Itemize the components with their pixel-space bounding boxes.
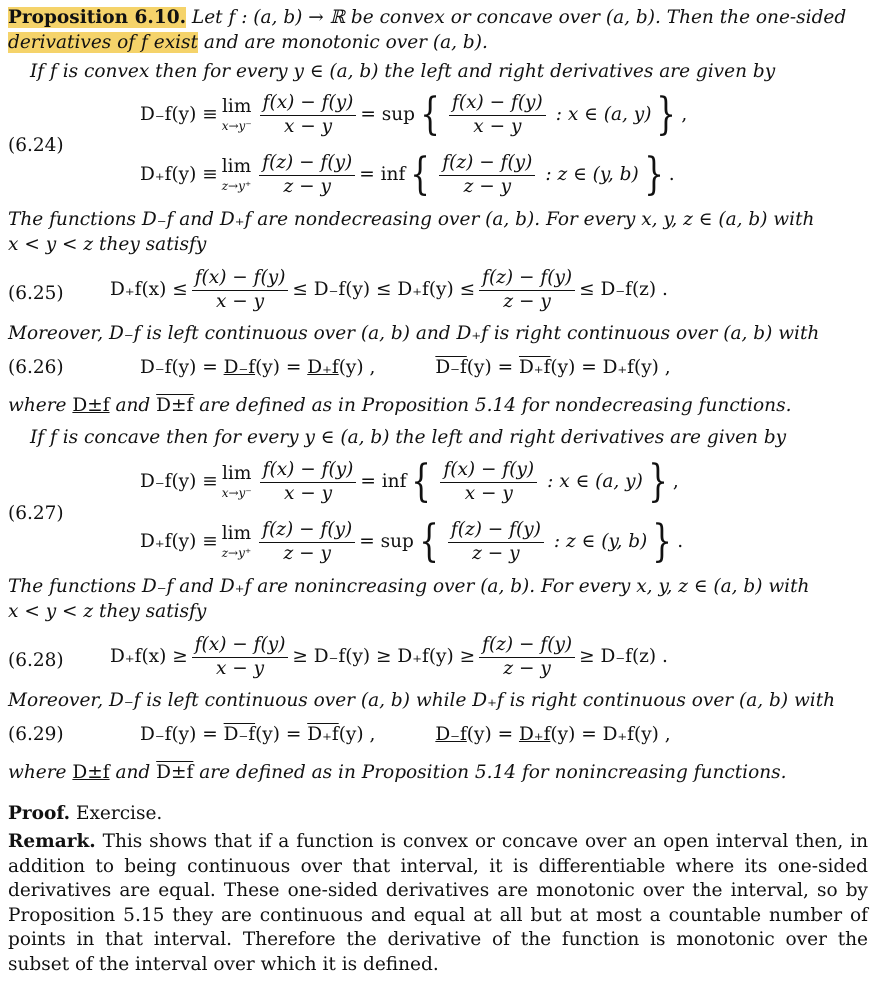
fraction-numerator: f(z) − f(y) xyxy=(448,520,544,542)
convex-monotone-line-1: The functions D₋f and D₊f are nondecreasing over (a, b). For every x, y, z ∈ (a, b) with xyxy=(8,209,815,230)
inequality-middle: ≥ D₋f(y) ≥ D₊f(y) ≥ xyxy=(292,645,476,667)
proof xyxy=(8,802,868,826)
right-brace: } xyxy=(656,89,677,140)
left-derivative-def: D₋f(y) ≡ xyxy=(140,103,218,125)
proposition-text-2: and are monotonic over (a, b). xyxy=(197,32,488,53)
convex-intro: If f is convex then for every y ∈ (a, b) the left and right derivatives are given by xyxy=(30,61,776,82)
set-condition: : z ∈ (y, b) xyxy=(545,163,639,185)
where-word: where xyxy=(8,762,67,783)
fraction-denominator: x − y xyxy=(215,290,265,312)
convex-monotone-line-2: x < y < z they satisfy xyxy=(8,234,207,255)
fraction-denominator: z − y xyxy=(283,175,331,197)
remark xyxy=(8,830,868,978)
concave-monotone-line-2: x < y < z they satisfy xyxy=(8,601,207,622)
cont-part: (y) , xyxy=(338,724,376,745)
fraction-denominator: z − y xyxy=(503,657,551,679)
equation-label-6-27: (6.27) xyxy=(8,503,64,524)
fraction-denominator: x − y xyxy=(215,657,265,679)
right-brace: } xyxy=(643,149,664,200)
lower-limit-term: D₊f xyxy=(518,724,551,745)
fraction-right xyxy=(259,153,355,197)
lower-limit-term: D₋f xyxy=(223,357,256,378)
sup-operator: = sup xyxy=(360,103,416,125)
fraction-right xyxy=(259,520,355,564)
equation-label-6-28: (6.28) xyxy=(8,650,64,671)
fraction-numerator: f(z) − f(y) xyxy=(479,268,575,290)
left-brace: { xyxy=(420,89,440,140)
lim-sub: z→y⁺ xyxy=(221,545,252,560)
fraction-numerator: f(x) − f(y) xyxy=(192,635,289,657)
equation-6-25 xyxy=(110,262,668,318)
cont-part: (y) = xyxy=(255,724,302,745)
equation-6-24-right: D₊f(y) ≡ lim z→y⁺ $\frac{f(z) - f(y)}{z - y}$ = inf { $\frac{f(z) - f(y)}{z - y}$ : z ∈ (y, b) } . xyxy=(140,149,675,200)
fraction-numerator: f(x) − f(y) xyxy=(260,460,357,482)
inequality-start: D₊f(x) ≤ xyxy=(110,278,188,300)
cont-part: (y) = D₊f(y) , xyxy=(550,724,671,745)
remark-text: This shows that if a function is convex or concave over an open interval then, in addition to being continuous over that interval, it is differentiable where its one-sided derivatives are equal. These one-sided derivatives are monotonic over the interval, so by Proposition 5.15 they are continuous and equal at all but at most a countable number of points in that interval. Therefore the derivative of the function is monotonic over the subset of the interval over which it is defined. xyxy=(8,831,868,975)
fraction-left xyxy=(260,93,357,137)
fraction-left xyxy=(192,635,289,679)
fraction-numerator: f(z) − f(y) xyxy=(259,153,355,175)
sup-operator: = sup xyxy=(359,530,414,552)
highlighted-text: derivatives of f exist xyxy=(8,32,198,53)
set-condition: : x ∈ (a, y) xyxy=(555,103,652,125)
fraction-denominator: x − y xyxy=(464,482,513,504)
equation-6-24-left: D₋f(y) ≡ lim x→y⁻ $\frac{f(x) - f(y)}{x - y}$ = sup { $\frac{f(x) - f(y)}{x - y}$ : x ∈ (a, y) } , xyxy=(140,89,688,140)
cont-part: (y) = xyxy=(466,357,514,378)
fraction-right xyxy=(479,268,575,312)
upper-limit-term: D₋f xyxy=(435,357,467,378)
fraction-denominator: z − y xyxy=(503,290,551,312)
cont-part: D₋f(y) = xyxy=(140,724,218,745)
inequality-end: ≥ D₋f(z) . xyxy=(579,645,668,667)
fraction-numerator: f(z) − f(y) xyxy=(259,520,355,542)
inequality-middle: ≤ D₋f(y) ≤ D₊f(y) ≤ xyxy=(292,278,476,300)
fraction-numerator: f(x) − f(y) xyxy=(449,93,546,115)
cont-part: (y) = xyxy=(255,357,302,378)
lim-word: lim xyxy=(221,523,252,545)
upper-limit-term: D₋f xyxy=(223,724,256,745)
limit-left xyxy=(222,98,252,132)
set-condition: : x ∈ (a, y) xyxy=(547,470,643,492)
limit-right xyxy=(222,158,252,192)
fraction-right-set xyxy=(439,153,535,197)
convex-where xyxy=(8,394,868,418)
right-derivative-def: D₊f(y) ≡ xyxy=(140,530,218,552)
lower-limit-term: D₋f xyxy=(435,724,467,745)
left-brace: { xyxy=(419,516,439,567)
set-condition: : z ∈ (y, b) xyxy=(553,530,648,552)
equation-label-6-24: (6.24) xyxy=(8,135,64,156)
equation-6-28 xyxy=(110,629,668,685)
fraction-right-set xyxy=(448,520,544,564)
proposition-line-1 xyxy=(8,6,868,30)
fraction-numerator: f(x) − f(y) xyxy=(192,268,289,290)
lower-limit-term: D±f xyxy=(72,762,110,783)
fraction-left xyxy=(260,460,357,504)
inf-operator: = inf xyxy=(360,470,407,492)
left-brace: { xyxy=(410,149,431,200)
remark-label: Remark. xyxy=(8,831,96,852)
and-word: and xyxy=(115,762,151,783)
fraction-denominator: z − y xyxy=(472,542,520,564)
equation-6-27-right: D₊f(y) ≡ lim z→y⁺ $\frac{f(z) - f(y)}{z - y}$ = sup { $\frac{f(z) - f(y)}{z - y}$ : z ∈ (y, b) } . xyxy=(140,516,684,567)
right-brace: } xyxy=(648,456,668,507)
proposition-line-2 xyxy=(8,31,868,55)
fraction-denominator: x − y xyxy=(283,115,333,137)
where-text: are defined as in Proposition 5.14 for nonincreasing functions. xyxy=(199,762,787,783)
lim-word: lim xyxy=(221,463,252,485)
where-text: are defined as in Proposition 5.14 for nondecreasing functions. xyxy=(199,395,792,416)
fraction-denominator: z − y xyxy=(463,175,512,197)
equation-label-6-29: (6.29) xyxy=(8,724,64,745)
upper-limit-term: D₊f xyxy=(518,357,551,378)
fraction-numerator: f(x) − f(y) xyxy=(440,460,537,482)
limit-left xyxy=(222,465,252,499)
proof-label: Proof. xyxy=(8,803,71,824)
inequality-start: D₊f(x) ≥ xyxy=(110,645,188,667)
proposition-text-1: Let f : (a, b) → ℝ be convex or concave over (a, b). Then the one-sided xyxy=(191,7,847,28)
convex-continuity: Moreover, D₋f is left continuous over (a, b) and D₊f is right continuous over (a, b) with xyxy=(8,323,820,344)
lim-word: lim xyxy=(221,96,252,118)
fraction-numerator: f(x) − f(y) xyxy=(260,93,357,115)
cont-part: (y) = D₊f(y) , xyxy=(550,357,671,378)
concave-continuity: Moreover, D₋f is left continuous over (a, b) while D₊f is right continuous over (a, b) with xyxy=(8,690,836,711)
proof-text: Exercise. xyxy=(75,803,163,824)
upper-limit-term: D±f xyxy=(156,395,194,416)
lim-sub: x→y⁻ xyxy=(221,485,252,500)
equation-label-6-26: (6.26) xyxy=(8,357,64,378)
concave-monotone-line-1: The functions D₋f and D₊f are nonincreasing over (a, b). For every x, y, z ∈ (a, b) with xyxy=(8,576,810,597)
equation-6-26 xyxy=(140,356,671,380)
upper-limit-term: D₊f xyxy=(307,724,339,745)
equation-label-6-25: (6.25) xyxy=(8,283,64,304)
left-derivative-def: D₋f(y) ≡ xyxy=(140,470,218,492)
inequality-end: ≤ D₋f(z) . xyxy=(579,278,668,300)
inf-operator: = inf xyxy=(359,163,406,185)
fraction-left-set xyxy=(440,460,537,504)
fraction-left xyxy=(192,268,289,312)
fraction-denominator: z − y xyxy=(283,542,331,564)
limit-right xyxy=(222,525,252,559)
right-derivative-def: D₊f(y) ≡ xyxy=(140,163,218,185)
lower-limit-term: D±f xyxy=(72,395,110,416)
left-brace: { xyxy=(411,456,432,507)
where-word: where xyxy=(8,395,67,416)
proposition-title: Proposition 6.10. xyxy=(8,7,187,28)
lower-limit-term: D₊f xyxy=(307,357,339,378)
fraction-numerator: f(z) − f(y) xyxy=(479,635,575,657)
lim-sub: x→y⁻ xyxy=(221,118,252,133)
equation-6-29 xyxy=(140,723,671,747)
cont-part: (y) , xyxy=(338,357,376,378)
upper-limit-term: D±f xyxy=(156,762,194,783)
cont-part: D₋f(y) = xyxy=(140,357,218,378)
fraction-right xyxy=(479,635,575,679)
fraction-denominator: x − y xyxy=(283,482,333,504)
lim-sub: z→y⁺ xyxy=(221,178,252,193)
lim-word: lim xyxy=(221,156,252,178)
fraction-numerator: f(z) − f(y) xyxy=(439,153,535,175)
concave-intro: If f is concave then for every y ∈ (a, b) the left and right derivatives are given by xyxy=(30,427,787,448)
right-brace: } xyxy=(652,516,673,567)
fraction-left-set xyxy=(449,93,546,137)
equation-6-27-left: D₋f(y) ≡ lim x→y⁻ $\frac{f(x) - f(y)}{x - y}$ = inf { $\frac{f(x) - f(y)}{x - y}$ : x ∈ (a, y) } , xyxy=(140,456,679,507)
and-word: and xyxy=(115,395,151,416)
fraction-denominator: x − y xyxy=(473,115,522,137)
cont-part: (y) = xyxy=(466,724,514,745)
concave-where xyxy=(8,761,868,785)
